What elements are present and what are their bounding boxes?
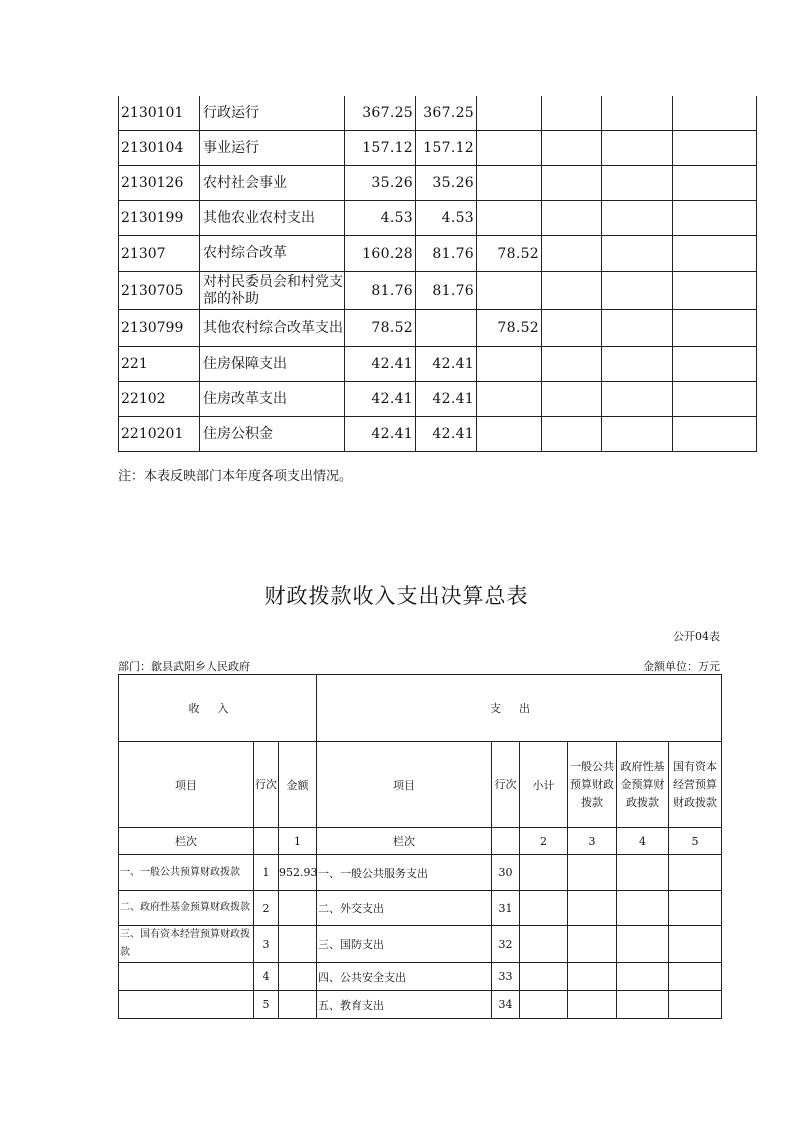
cell-empty-5 (520, 926, 568, 963)
income-header: 收入 (119, 675, 317, 742)
header-expense-item: 项目 (317, 742, 492, 828)
cell-c4 (542, 201, 602, 236)
form-code: 公开04表 (673, 630, 720, 643)
cell-empty-7 (617, 963, 669, 991)
cell-basic: 81.76 (416, 236, 477, 272)
cell-code: 22102 (119, 382, 200, 417)
cell-c5 (602, 166, 673, 201)
cell-project (477, 382, 542, 417)
cell-empty-7 (617, 855, 669, 891)
cell-project (477, 131, 542, 166)
cell-c6 (673, 272, 757, 310)
col-index-empty (254, 828, 279, 855)
cell-c5 (602, 382, 673, 417)
cell-c5 (602, 96, 673, 131)
cell-row: 1 (254, 855, 279, 891)
cell-name: 事业运行 (200, 131, 345, 166)
cell-row: 3 (254, 926, 279, 963)
cell-empty-7 (617, 926, 669, 963)
cell-exp-item: 一、一般公共服务支出 (317, 855, 492, 891)
cell-code: 2130101 (119, 96, 200, 131)
expenditure-detail-table (118, 96, 757, 452)
cell-basic: 367.25 (416, 96, 477, 131)
cell-name: 其他农村综合改革支出 (200, 310, 345, 347)
cell-c6 (673, 382, 757, 417)
cell-code: 2210201 (119, 417, 200, 452)
cell-name: 对村民委员会和村党支部的补助 (200, 272, 345, 310)
cell-project (477, 96, 542, 131)
col-index-3: 3 (568, 828, 617, 855)
cell-total: 367.25 (345, 96, 416, 131)
unit-label: 金额单位：万元 (643, 660, 720, 673)
cell-empty-8 (669, 926, 722, 963)
cell-row: 4 (254, 963, 279, 991)
cell-project (477, 201, 542, 236)
cell-empty-6 (568, 855, 617, 891)
table-row (119, 417, 757, 452)
table-row (119, 96, 757, 131)
cell-basic: 157.12 (416, 131, 477, 166)
cell-exp-item: 四、公共安全支出 (317, 963, 492, 991)
cell-income-item: 一、一般公共预算财政拨款 (119, 855, 254, 891)
cell-project: 78.52 (477, 236, 542, 272)
table-row (119, 891, 722, 926)
cell-amount: 952.93 (279, 855, 317, 891)
cell-c5 (602, 131, 673, 166)
table-row (119, 347, 757, 382)
cell-total: 42.41 (345, 417, 416, 452)
cell-project: 78.52 (477, 310, 542, 347)
cell-name: 其他农业农村支出 (200, 201, 345, 236)
col-index-label: 栏次 (119, 828, 254, 855)
cell-c4 (542, 347, 602, 382)
cell-exp-item: 三、国防支出 (317, 926, 492, 963)
cell-c6 (673, 166, 757, 201)
cell-exp-row: 30 (492, 855, 520, 891)
cell-basic: 42.41 (416, 417, 477, 452)
cell-empty-6 (568, 963, 617, 991)
cell-basic: 35.26 (416, 166, 477, 201)
cell-income-item: 三、国有资本经营预算财政拨款 (119, 926, 254, 963)
cell-name: 住房保障支出 (200, 347, 345, 382)
cell-row: 2 (254, 891, 279, 926)
cell-name: 住房改革支出 (200, 382, 345, 417)
table-row (119, 131, 757, 166)
header-income-item: 项目 (119, 742, 254, 828)
cell-income-item (119, 991, 254, 1019)
cell-row: 5 (254, 991, 279, 1019)
cell-empty-5 (520, 855, 568, 891)
col-index-expense-label: 栏次 (317, 828, 492, 855)
table-row (119, 201, 757, 236)
table-row (119, 382, 757, 417)
cell-exp-item: 五、教育支出 (317, 991, 492, 1019)
page-title: 财政拨款收入支出决算总表 (264, 584, 529, 608)
cell-empty-5 (520, 891, 568, 926)
cell-basic: 4.53 (416, 201, 477, 236)
cell-total: 157.12 (345, 131, 416, 166)
table-row (119, 166, 757, 201)
cell-code: 221 (119, 347, 200, 382)
cell-total: 160.28 (345, 236, 416, 272)
cell-empty-8 (669, 855, 722, 891)
cell-code: 2130799 (119, 310, 200, 347)
cell-c5 (602, 236, 673, 272)
cell-empty-8 (669, 991, 722, 1019)
cell-basic: 42.41 (416, 347, 477, 382)
cell-c5 (602, 272, 673, 310)
cell-c6 (673, 417, 757, 452)
cell-c5 (602, 417, 673, 452)
col-index-2: 2 (520, 828, 568, 855)
expense-header: 支出 (317, 675, 722, 742)
cell-exp-row: 34 (492, 991, 520, 1019)
cell-empty-7 (617, 991, 669, 1019)
cell-c4 (542, 310, 602, 347)
header-general-budget: 一般公共预算财政拨款 (568, 742, 617, 828)
cell-code: 2130104 (119, 131, 200, 166)
cell-c4 (542, 272, 602, 310)
header-expense-row-no: 行次 (492, 742, 520, 828)
cell-total: 4.53 (345, 201, 416, 236)
cell-c6 (673, 96, 757, 131)
table-row (119, 855, 722, 891)
cell-name: 住房公积金 (200, 417, 345, 452)
table-row (119, 272, 757, 310)
cell-empty-6 (568, 891, 617, 926)
cell-name: 农村社会事业 (200, 166, 345, 201)
cell-total: 35.26 (345, 166, 416, 201)
cell-c4 (542, 236, 602, 272)
cell-basic (416, 310, 477, 347)
cell-c6 (673, 236, 757, 272)
table-row (119, 236, 757, 272)
cell-c5 (602, 201, 673, 236)
cell-c4 (542, 417, 602, 452)
cell-c5 (602, 347, 673, 382)
col-index-empty-2 (492, 828, 520, 855)
cell-code: 2130199 (119, 201, 200, 236)
cell-exp-row: 33 (492, 963, 520, 991)
table-row (119, 310, 757, 347)
cell-name: 行政运行 (200, 96, 345, 131)
cell-c6 (673, 131, 757, 166)
table-row (119, 963, 722, 991)
department-label: 部门：歙县武阳乡人民政府 (118, 660, 250, 673)
fiscal-summary-table (118, 674, 722, 1019)
cell-exp-item: 二、外交支出 (317, 891, 492, 926)
cell-empty-8 (669, 891, 722, 926)
header-amount: 金额 (279, 742, 317, 828)
cell-project (477, 272, 542, 310)
cell-c6 (673, 347, 757, 382)
cell-project (477, 166, 542, 201)
cell-total: 81.76 (345, 272, 416, 310)
cell-empty-6 (568, 991, 617, 1019)
cell-basic: 42.41 (416, 382, 477, 417)
table-row (119, 991, 722, 1019)
cell-empty-8 (669, 963, 722, 991)
cell-empty-5 (520, 991, 568, 1019)
header-fund-budget: 政府性基金预算财政拨款 (617, 742, 669, 828)
header-state-capital: 国有资本经营预算财政拨款 (669, 742, 722, 828)
cell-basic: 81.76 (416, 272, 477, 310)
cell-empty-5 (520, 963, 568, 991)
col-index-4: 4 (617, 828, 669, 855)
cell-income-item (119, 963, 254, 991)
cell-total: 42.41 (345, 347, 416, 382)
cell-income-item: 二、政府性基金预算财政拨款 (119, 891, 254, 926)
cell-amount (279, 891, 317, 926)
cell-project (477, 417, 542, 452)
cell-c4 (542, 166, 602, 201)
table-row (119, 926, 722, 963)
cell-total: 42.41 (345, 382, 416, 417)
cell-amount (279, 926, 317, 963)
cell-code: 21307 (119, 236, 200, 272)
cell-project (477, 347, 542, 382)
cell-c6 (673, 201, 757, 236)
cell-c4 (542, 131, 602, 166)
cell-amount (279, 963, 317, 991)
cell-amount (279, 991, 317, 1019)
col-index-1: 1 (279, 828, 317, 855)
header-row-no: 行次 (254, 742, 279, 828)
table-note: 注：本表反映部门本年度各项支出情况。 (118, 469, 353, 484)
col-index-5: 5 (669, 828, 722, 855)
cell-c4 (542, 96, 602, 131)
cell-exp-row: 31 (492, 891, 520, 926)
cell-code: 2130126 (119, 166, 200, 201)
cell-empty-7 (617, 891, 669, 926)
cell-code: 2130705 (119, 272, 200, 310)
cell-c6 (673, 310, 757, 347)
cell-c5 (602, 310, 673, 347)
header-subtotal: 小计 (520, 742, 568, 828)
cell-total: 78.52 (345, 310, 416, 347)
cell-name: 农村综合改革 (200, 236, 345, 272)
cell-exp-row: 32 (492, 926, 520, 963)
cell-empty-6 (568, 926, 617, 963)
cell-c4 (542, 382, 602, 417)
